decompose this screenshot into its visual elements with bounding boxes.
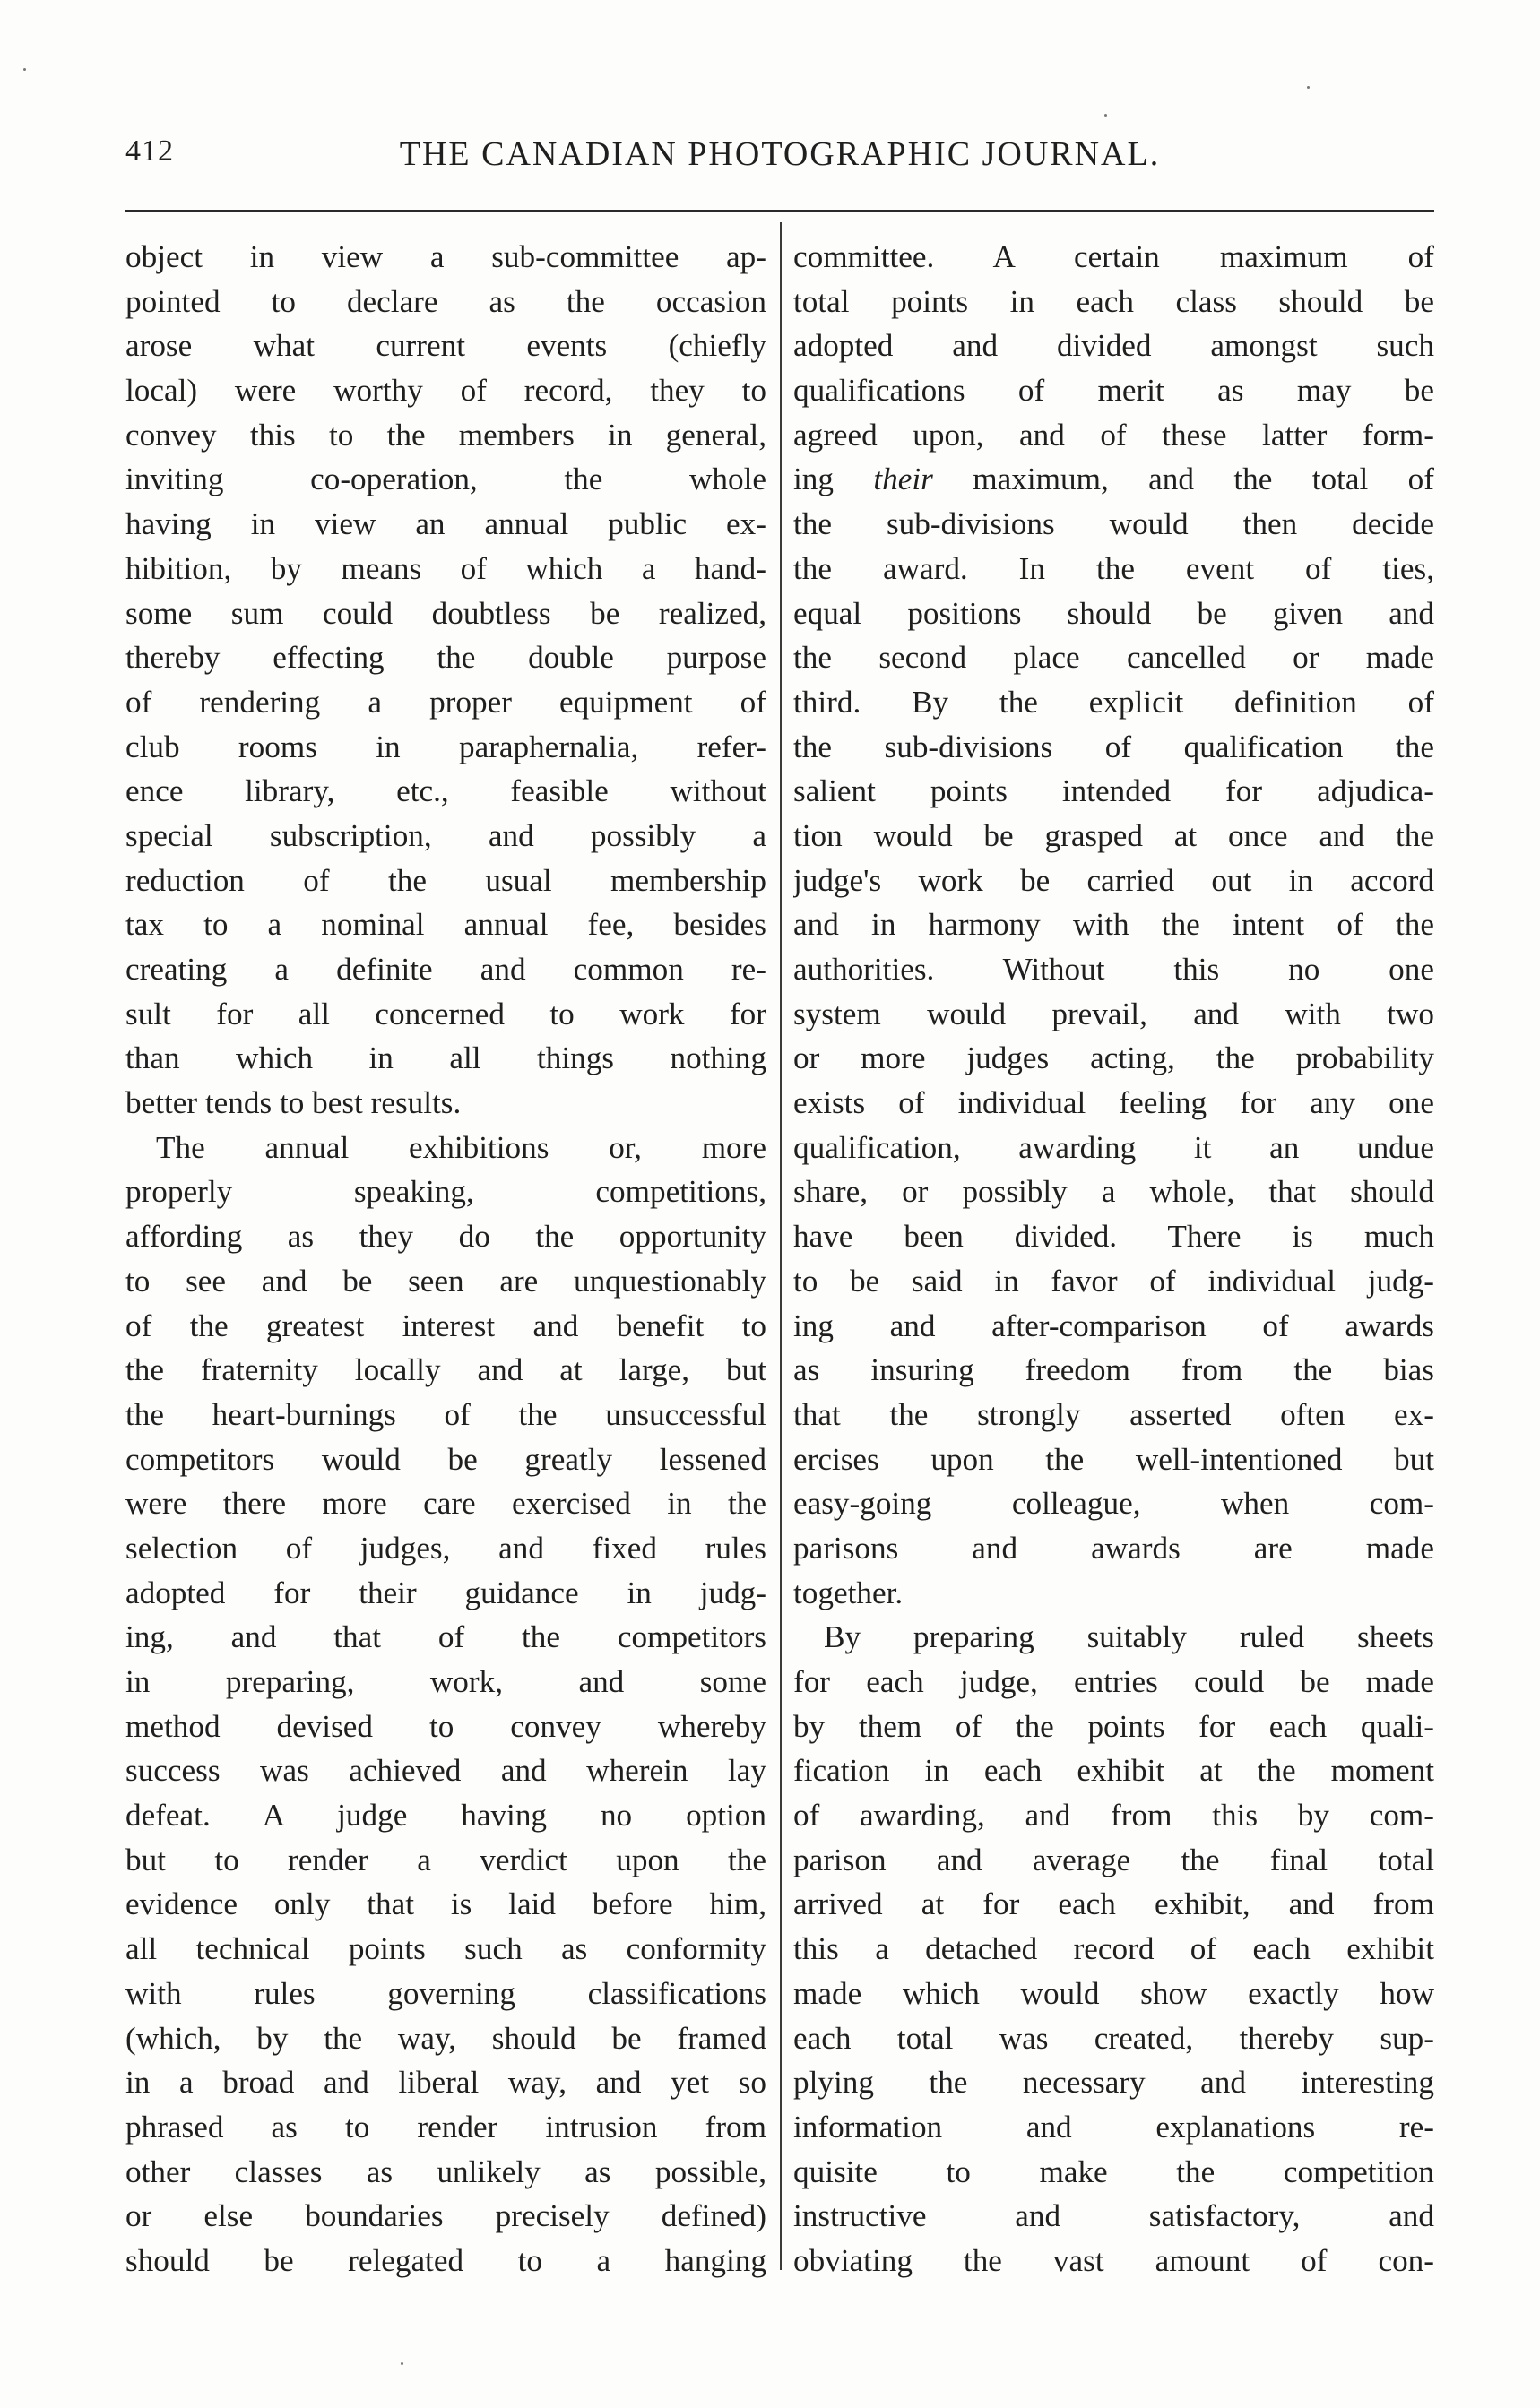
text-line: that the strongly asserted often ex- <box>793 1396 1434 1432</box>
text-fragment: maximum, and the total of <box>973 462 1434 497</box>
text-line: arose what current events (chiefly <box>125 328 766 364</box>
text-line: phrased as to render intrusion from <box>125 2109 766 2145</box>
text-line: than which in all things nothing <box>125 1040 766 1076</box>
text-line: qualifications of merit as may be <box>793 373 1434 409</box>
text-line: having in view an annual public ex- <box>125 506 766 542</box>
page-header <box>125 134 1434 188</box>
text-line: have been divided. There is much <box>793 1219 1434 1255</box>
text-line: ercises upon the well-intentioned but <box>793 1441 1434 1477</box>
text-line: plying the necessary and interesting <box>793 2065 1434 2101</box>
text-line: ing, and that of the competitors <box>125 1619 766 1655</box>
text-line: reduction of the usual membership <box>125 862 766 898</box>
text-line: equal positions should be given and <box>793 595 1434 631</box>
text-line: by them of the points for each quali- <box>793 1708 1434 1744</box>
text-line: the award. In the event of ties, <box>793 550 1434 586</box>
text-line: method devised to convey whereby <box>125 1708 766 1744</box>
text-line: other classes as unlikely as possible, <box>125 2153 766 2189</box>
text-line: the fraternity locally and at large, but <box>125 1352 766 1388</box>
text-line: By preparing suitably ruled sheets <box>824 1619 1434 1655</box>
text-line: qualification, awarding it an undue <box>793 1129 1434 1165</box>
text-line: to be said in favor of individual judg- <box>793 1263 1434 1299</box>
text-line: creating a definite and common re- <box>125 952 766 987</box>
left-column <box>125 235 766 2283</box>
text-line: the heart-burnings of the unsuccessful <box>125 1396 766 1432</box>
text-line: of rendering a proper equipment of <box>125 684 766 720</box>
text-line: parison and average the final total <box>793 1842 1434 1877</box>
text-line: pointed to declare as the occasion <box>125 283 766 319</box>
text-line: committee. A certain maximum of <box>793 239 1434 274</box>
text-line: with rules governing classifications <box>125 1975 766 2011</box>
text-line: club rooms in paraphernalia, refer- <box>125 729 766 764</box>
emphasized-word: their <box>873 462 933 497</box>
text-line: local) were worthy of record, they to <box>125 373 766 409</box>
text-line: each total was created, thereby sup- <box>793 2020 1434 2056</box>
text-line: hibition, by means of which a hand- <box>125 550 766 586</box>
print-speck <box>23 68 26 71</box>
text-line: judge's work be carried out in accord <box>793 862 1434 898</box>
text-line: defeat. A judge having no option <box>125 1798 766 1834</box>
text-line: arrived at for each exhibit, and from <box>793 1886 1434 1922</box>
text-line: the sub-divisions of qualification the <box>793 729 1434 764</box>
print-speck <box>401 2362 403 2365</box>
text-line: as insuring freedom from the bias <box>793 1352 1434 1388</box>
text-line-with-emphasis <box>793 457 1434 502</box>
text-line: parisons and awards are made <box>793 1530 1434 1566</box>
text-line: to see and be seen are unquestionably <box>125 1263 766 1299</box>
text-line: tion would be grasped at once and the <box>793 817 1434 853</box>
text-line: and in harmony with the intent of the <box>793 907 1434 943</box>
text-line: tax to a nominal annual fee, besides <box>125 907 766 943</box>
text-line: together. <box>793 1575 904 1610</box>
text-line: or else boundaries precisely defined) <box>125 2198 766 2234</box>
text-line: selection of judges, and fixed rules <box>125 1530 766 1566</box>
text-line: total points in each class should be <box>793 283 1434 319</box>
text-fragment: ing <box>793 462 834 497</box>
text-line: sult for all concerned to work for <box>125 996 766 1031</box>
text-line: The annual exhibitions or, more <box>156 1129 766 1165</box>
text-line: evidence only that is laid before him, <box>125 1886 766 1922</box>
print-speck <box>1104 114 1107 117</box>
column-divider <box>780 222 782 2270</box>
journal-title: THE CANADIAN PHOTOGRAPHIC JOURNAL. <box>399 135 1161 173</box>
text-line: adopted for their guidance in judg- <box>125 1575 766 1610</box>
text-line: properly speaking, competitions, <box>125 1174 766 1210</box>
text-line: but to render a verdict upon the <box>125 1842 766 1877</box>
text-line: affording as they do the opportunity <box>125 1219 766 1255</box>
text-line: competitors would be greatly lessened <box>125 1441 766 1477</box>
text-line: of awarding, and from this by com- <box>793 1798 1434 1834</box>
text-line: inviting co-operation, the whole <box>125 462 766 497</box>
text-line: in a broad and liberal way, and yet so <box>125 2065 766 2101</box>
text-line: easy-going colleague, when com- <box>793 1486 1434 1522</box>
text-line: all technical points such as conformity <box>125 1931 766 1967</box>
text-line: share, or possibly a whole, that should <box>793 1174 1434 1210</box>
text-line: authorities. Without this no one <box>793 952 1434 987</box>
text-line: fication in each exhibit at the moment <box>793 1753 1434 1789</box>
text-line: instructive and satisfactory, and <box>793 2198 1434 2234</box>
text-line: quisite to make the competition <box>793 2153 1434 2189</box>
text-line: some sum could doubtless be realized, <box>125 595 766 631</box>
right-column <box>793 235 1434 2283</box>
page-number: 412 <box>125 134 174 168</box>
text-line: the second place cancelled or made <box>793 640 1434 676</box>
text-line: ence library, etc., feasible without <box>125 773 766 809</box>
text-line: or more judges acting, the probability <box>793 1040 1434 1076</box>
text-line: the sub-divisions would then decide <box>793 506 1434 542</box>
text-line: salient points intended for adjudica- <box>793 773 1434 809</box>
text-line: information and explanations re- <box>793 2109 1434 2145</box>
text-line: should be relegated to a hanging <box>125 2242 766 2278</box>
text-line: special subscription, and possibly a <box>125 817 766 853</box>
text-line: agreed upon, and of these latter form- <box>793 417 1434 453</box>
text-line: of the greatest interest and benefit to <box>125 1308 766 1343</box>
text-line: thereby effecting the double purpose <box>125 640 766 676</box>
header-rule <box>125 210 1434 212</box>
text-line: ing and after-comparison of awards <box>793 1308 1434 1343</box>
text-line: obviating the vast amount of con- <box>793 2242 1434 2278</box>
text-line: success was achieved and wherein lay <box>125 1753 766 1789</box>
text-line: (which, by the way, should be framed <box>125 2020 766 2056</box>
print-speck <box>1307 86 1310 89</box>
text-line: third. By the explicit definition of <box>793 684 1434 720</box>
text-line: for each judge, entries could be made <box>793 1664 1434 1699</box>
text-line: this a detached record of each exhibit <box>793 1931 1434 1967</box>
text-line: better tends to best results. <box>125 1085 462 1121</box>
text-line: made which would show exactly how <box>793 1975 1434 2011</box>
text-line: were there more care exercised in the <box>125 1486 766 1522</box>
text-line: system would prevail, and with two <box>793 996 1434 1031</box>
text-line: in preparing, work, and some <box>125 1664 766 1699</box>
text-line: object in view a sub-committee ap- <box>125 239 766 274</box>
text-line: convey this to the members in general, <box>125 417 766 453</box>
text-line: adopted and divided amongst such <box>793 328 1434 364</box>
text-line: exists of individual feeling for any one <box>793 1085 1434 1121</box>
